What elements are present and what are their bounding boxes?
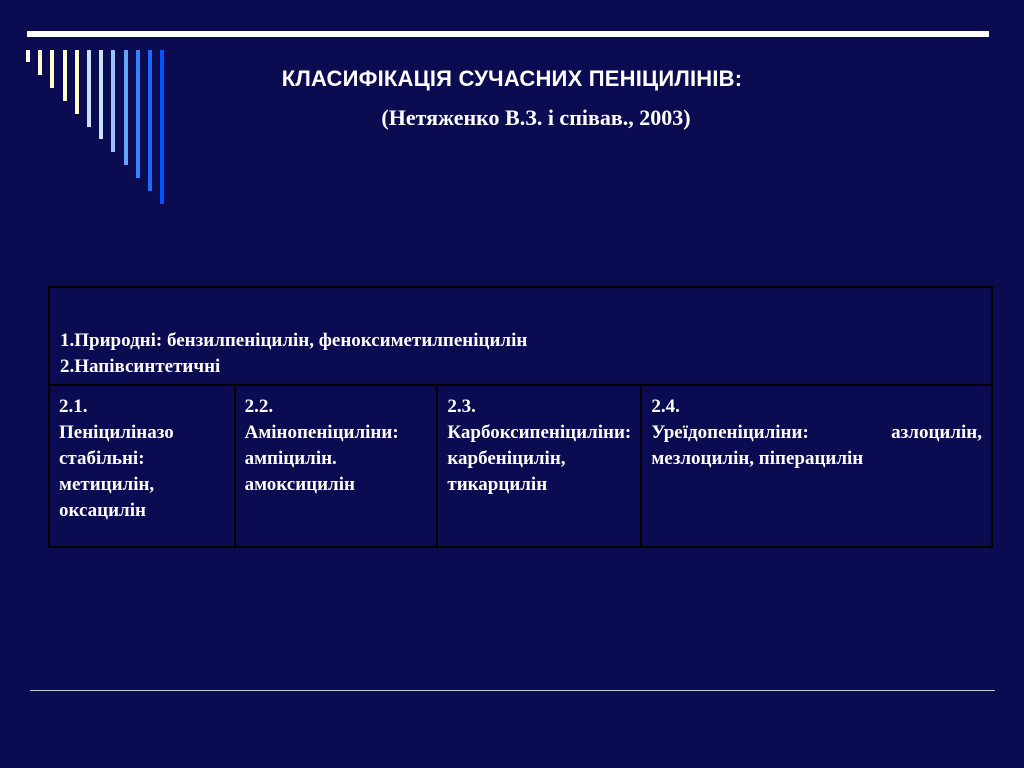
classification-table xyxy=(48,286,993,548)
subgroup-number: 2.3. xyxy=(447,396,476,417)
table-header-row xyxy=(49,287,992,385)
slide-subtitle: (Нетяженко В.З. і співав., 2003) xyxy=(381,105,691,130)
subgroup-text: Карбоксипеніциліни: карбеніцилін, тикарцилін xyxy=(447,422,632,495)
table-header-cell xyxy=(49,287,992,385)
natural-penicillins-line: 1.Природні: бензилпеніцилін, феноксиметилпеніцилін xyxy=(60,330,528,351)
subgroup-cell-2-1 xyxy=(49,385,235,547)
subgroup-number: 2.1. xyxy=(59,396,88,417)
subgroup-cell-2-3 xyxy=(437,385,641,547)
table-row xyxy=(49,385,992,547)
decorative-bar xyxy=(26,50,30,62)
slide-title: КЛАСИФІКАЦІЯ СУЧАСНИХ ПЕНІЦИЛІНІВ: xyxy=(281,66,743,91)
subgroup-number: 2.2. xyxy=(244,396,274,417)
subgroup-cell-2-2 xyxy=(235,385,438,547)
subgroup-text: Амінопеніциліни: ампіцилін. амоксицилін xyxy=(244,422,399,495)
semisynthetic-line: 2.Напівсинтетичні xyxy=(60,356,221,377)
top-rule xyxy=(27,31,989,37)
subgroup-number: 2.4. xyxy=(651,396,680,417)
bottom-rule xyxy=(30,690,995,691)
subgroup-text: Уреїдопеніциліни: азлоцилін, мезлоцилін, піперацилін xyxy=(651,422,982,469)
subgroup-cell-2-4 xyxy=(641,385,992,547)
subgroup-text: Пеніциліназо стабільні: метицилін, оксацилін xyxy=(59,422,174,521)
